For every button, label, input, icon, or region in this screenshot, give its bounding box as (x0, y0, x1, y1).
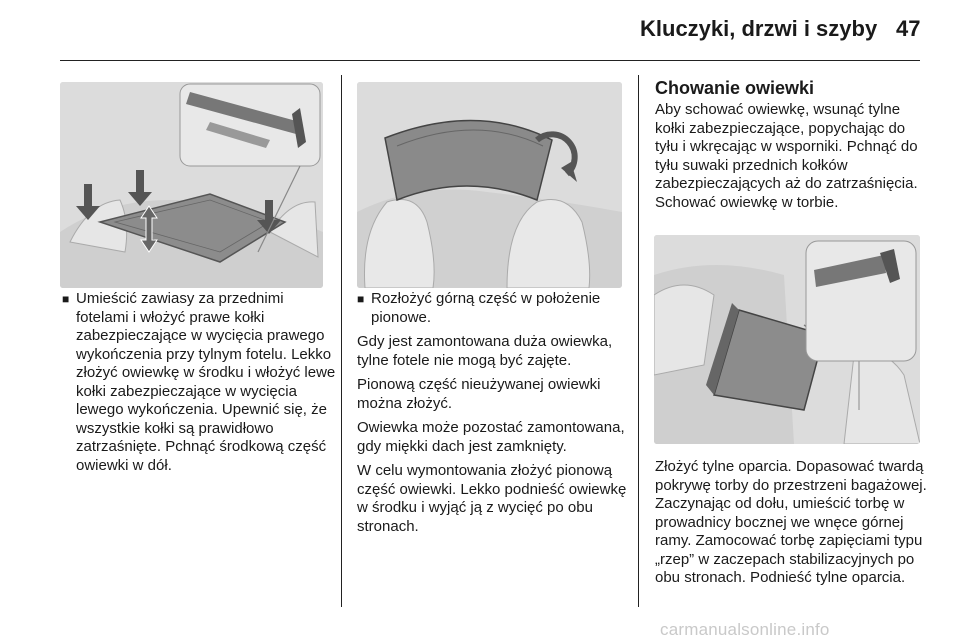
column-3-text-bottom (655, 458, 927, 594)
paragraph: Pionową część nieużywanej owiewki można złożyć. (357, 376, 601, 412)
column-1-text (62, 290, 337, 475)
section-heading: Chowanie owiewki (655, 78, 815, 98)
instruction-bullet-text: Umieścić zawiasy za przednimi fotelami i włożyć prawe kołki zabezpieczające w wycięcia prawego wykończenia przy tylnym fotelu. Lekko złożyć owiewkę w środku i włożyć lewe kołki zabezpieczające w wycięcia lewego wykończenia. Upewnić się, że wszystkie kołki są prawidłowo zatrzaśnięte. Pchnąć środkową część owiewki w dół. (76, 290, 336, 474)
illustration-windscreen-bag (654, 235, 920, 444)
paragraph: W celu wymontowania złożyć pionową część owiewki. Lekko podnieść owiewkę w środku i wyjąć ją z wycięć po obu stronach. (357, 462, 627, 535)
bullet-marker: ■ (62, 292, 70, 306)
paragraph: Gdy jest zamontowana duża owiewka, tylne fotele nie mogą być zajęte. (357, 333, 613, 369)
bullet-marker: ■ (357, 292, 365, 306)
column-2-text (357, 290, 629, 542)
page-number: 47 (896, 16, 921, 41)
column-3-text-top (655, 101, 927, 218)
illustration-windscreen-unfold (357, 82, 622, 288)
instruction-bullet (357, 290, 629, 327)
paragraph: Złożyć tylne oparcia. Dopasować twardą pokrywę torby do przestrzeni bagażowej. Zaczynając od dołu, umieścić torbę w prowadnicy bocznej we wnęce górnej ramy. Zamocować torbę zapięciami typu „rzep” w zaczepach stabilizacyjnych po obu stronach. Podnieść tylne oparcia. (655, 458, 927, 586)
illustration-windscreen-install (60, 82, 323, 288)
paragraph: Owiewka może pozostać zamontowana, gdy miękki dach jest zamknięty. (357, 419, 625, 455)
instruction-bullet-text: Rozłożyć górną część w położenie pionowe. (371, 290, 601, 326)
column-divider-2 (638, 75, 639, 607)
page-header-title: Kluczyki, drzwi i szyby (640, 16, 878, 41)
instruction-bullet (62, 290, 337, 475)
watermark: carmanualsonline.info (660, 620, 830, 639)
paragraph: Aby schować owiewkę, wsunąć tylne kołki zabezpieczające, popychając do tyłu i wkręcając w wsporniki. Pchnąć do tyłu suwaki przednich kołków zabezpieczających aż do zatrzaśnięcia. Schować owiewkę w torbie. (655, 101, 918, 211)
header-rule (60, 60, 920, 61)
column-divider-1 (341, 75, 342, 607)
